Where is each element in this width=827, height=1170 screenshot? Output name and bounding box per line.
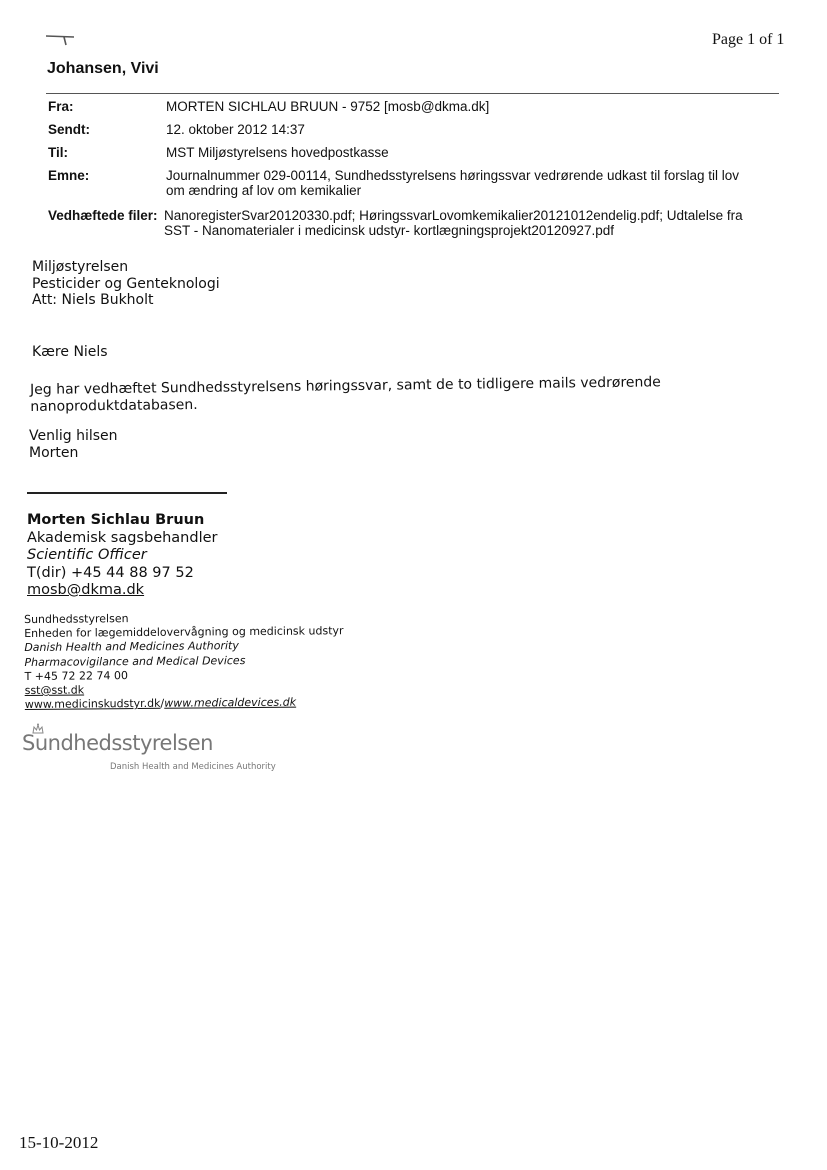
recipient-dept: Pesticider og Genteknologi <box>32 275 220 292</box>
signature-divider <box>27 492 227 494</box>
subject-label: Emne: <box>48 168 90 183</box>
from-label: Fra: <box>48 99 74 114</box>
signature-title-da: Akademisk sagsbehandler <box>27 529 218 546</box>
to-value: MST Miljøstyrelsens hovedpostkasse <box>166 145 389 160</box>
sst-logo <box>22 723 213 755</box>
recipient-org: Miljøstyrelsen <box>32 259 129 275</box>
closing-name: Morten <box>29 444 79 461</box>
org-name-en: Danish Health and Medicines Authority <box>24 639 239 655</box>
recipient-block <box>32 259 220 309</box>
logo-tagline: Danish Health and Medicines Authority <box>110 762 276 772</box>
from-value: MORTEN SICHLAU BRUUN - 9752 [mosb@dkma.dk] <box>166 99 490 114</box>
to-label: Til: <box>48 145 68 160</box>
sent-value: 12. oktober 2012 14:37 <box>166 122 305 137</box>
subject-value <box>166 168 786 198</box>
signature-name: Morten Sichlau Bruun <box>27 512 205 528</box>
footer-date: 15-10-2012 <box>19 1133 99 1152</box>
org-name: Sundhedsstyrelsen <box>24 612 129 626</box>
subject-line-1: Journalnummer 029-00114, Sundhedsstyrelsens høringssvar vedrørende udkast til forslag til lov <box>166 168 740 183</box>
message-line-1: Jeg har vedhæftet Sundhedsstyrelsens høringssvar, samt de to tidligere mails vedrørende <box>30 374 661 398</box>
attachments-line-1: NanoregisterSvar20120330.pdf; HøringssvarLovomkemikalier20121012endelig.pdf; Udtalelse fra <box>164 208 743 223</box>
signature-title-en: Scientific Officer <box>27 547 147 563</box>
website-link-2[interactable]: www.medicaldevices.dk <box>164 695 297 710</box>
org-phone: T +45 72 22 74 00 <box>24 668 129 683</box>
header-divider <box>46 93 779 94</box>
attachments-line-2: SST - Nanomaterialer i medicinsk udstyr- kortlægningsprojekt20120927.pdf <box>164 223 614 238</box>
attachments-value <box>164 208 784 238</box>
org-websites <box>25 695 344 712</box>
signature-phone: T(dir) +45 44 88 97 52 <box>27 564 194 581</box>
logo-wordmark: Sundhedsstyrelsen <box>22 731 213 755</box>
message-line-2: nanoproduktdatabasen. <box>30 396 198 415</box>
org-email-link[interactable]: sst@sst.dk <box>24 683 85 698</box>
mailbox-owner: Johansen, Vivi <box>47 60 159 77</box>
sent-label: Sendt: <box>48 122 90 137</box>
organization-block <box>24 610 344 712</box>
subject-line-2: om ændring af lov om kemikalier <box>166 183 362 198</box>
attachments-label: Vedhæftede filer: <box>48 208 158 223</box>
page-number: Page 1 of 1 <box>712 31 785 48</box>
signature-block <box>27 512 218 600</box>
recipient-att: Att: Niels Bukholt <box>32 292 154 308</box>
signature-email-link[interactable]: mosb@dkma.dk <box>27 582 145 598</box>
closing-block <box>29 428 118 461</box>
org-unit-da: Enheden for lægemiddelovervågning og medicinsk udstyr <box>24 624 344 641</box>
closing: Venlig hilsen <box>29 428 118 444</box>
scan-mark <box>44 32 76 46</box>
website-separator: / <box>160 696 165 711</box>
greeting: Kære Niels <box>32 344 108 360</box>
website-link-1[interactable]: www.medicinskudstyr.dk <box>24 697 161 712</box>
message-body <box>30 374 690 415</box>
org-unit-en: Pharmacovigilance and Medical Devices <box>24 653 246 669</box>
